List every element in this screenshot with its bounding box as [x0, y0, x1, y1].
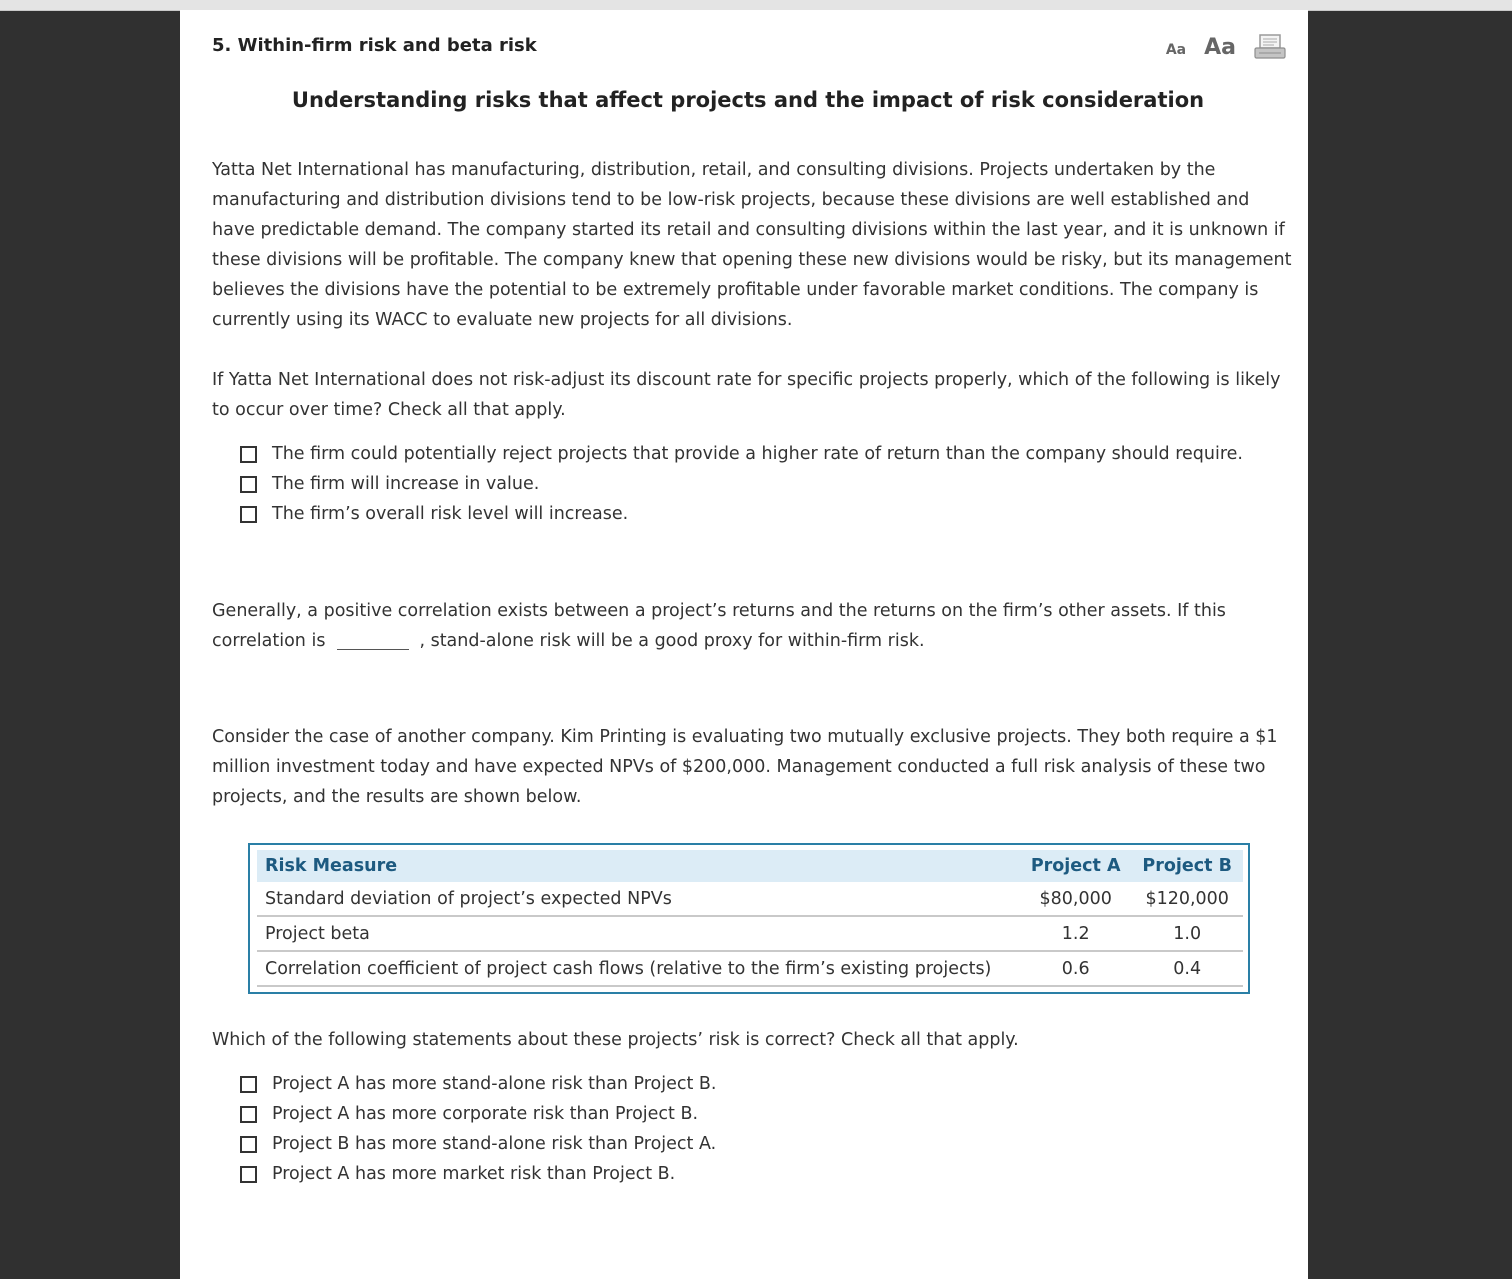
checkbox[interactable] — [240, 1166, 257, 1183]
q1-prompt: If Yatta Net International does not risk-adjust its discount rate for specific projects properly, which of the following is likely to occur over time? Check all that apply. — [212, 370, 1281, 420]
option-label: Project A has more stand-alone risk than Project B. — [272, 1074, 717, 1094]
risk-table-container — [248, 843, 1250, 994]
q2-sentence — [212, 596, 1292, 656]
project-b-cell: 0.4 — [1131, 951, 1243, 986]
q1-option[interactable] — [240, 469, 1243, 499]
option-label: Project A has more corporate risk than Project B. — [272, 1104, 699, 1124]
project-b-cell: $120,000 — [1131, 882, 1243, 916]
q3-options — [240, 1069, 717, 1189]
q1-options — [240, 439, 1243, 529]
option-label: The firm will increase in value. — [272, 474, 540, 494]
case-paragraph: Consider the case of another company. Kim Printing is evaluating two mutually exclusive projects. They both require a $1 million investment today and have expected NPVs of $200,000. Management conducted a full risk analysis of these two projects, and the results are shown below. — [212, 727, 1278, 807]
correlation-dropdown[interactable] — [337, 631, 409, 650]
option-label: The firm’s overall risk level will increase. — [272, 504, 629, 524]
header-risk-measure: Risk Measure — [257, 850, 1020, 882]
increase-font-button[interactable]: Aa — [1204, 34, 1236, 60]
q1-option[interactable] — [240, 439, 1243, 469]
question-title: 5. Within-firm risk and beta risk — [212, 35, 537, 56]
table-row — [257, 916, 1243, 951]
q2-text-before: Generally, a positive correlation exists between a project’s returns and the returns on the firm’s other assets. If this correlation is — [212, 601, 1226, 651]
header-project-a: Project A — [1020, 850, 1131, 882]
question-page — [180, 10, 1308, 1279]
option-label: Project A has more market risk than Project B. — [272, 1164, 676, 1184]
table-row — [257, 951, 1243, 986]
option-label: The firm could potentially reject projects that provide a higher rate of return than the company should require. — [272, 444, 1243, 464]
q3-option[interactable] — [240, 1129, 717, 1159]
printer-icon[interactable] — [1254, 34, 1286, 60]
q3-option[interactable] — [240, 1069, 717, 1099]
project-a-cell: 0.6 — [1020, 951, 1131, 986]
q3-prompt: Which of the following statements about these projects’ risk is correct? Check all that apply. — [212, 1030, 1019, 1050]
checkbox[interactable] — [240, 446, 257, 463]
checkbox[interactable] — [240, 476, 257, 493]
checkbox[interactable] — [240, 506, 257, 523]
section-heading: Understanding risks that affect projects and the impact of risk consideration — [291, 88, 1205, 112]
q3-option[interactable] — [240, 1159, 717, 1189]
decrease-font-button[interactable]: Aa — [1165, 42, 1187, 58]
project-a-cell: 1.2 — [1020, 916, 1131, 951]
risk-measure-cell: Standard deviation of project’s expected NPVs — [257, 882, 1020, 916]
option-label: Project B has more stand-alone risk than Project A. — [272, 1134, 717, 1154]
risk-measure-cell: Correlation coefficient of project cash flows (relative to the firm’s existing projects) — [257, 951, 1020, 986]
risk-table — [257, 850, 1243, 987]
q2-text-after: , stand-alone risk will be a good proxy for within-firm risk. — [419, 631, 925, 651]
checkbox[interactable] — [240, 1076, 257, 1093]
table-header-row — [257, 850, 1243, 882]
risk-measure-cell: Project beta — [257, 916, 1020, 951]
project-b-cell: 1.0 — [1131, 916, 1243, 951]
intro-paragraph: Yatta Net International has manufacturing, distribution, retail, and consulting divisions. Projects undertaken by the manufacturing and distribution divisions tend to be low-risk projects, because these divisions are well established and have predictable demand. The company started its retail and consulting divisions within the last year, and it is unknown if these divisions will be profitable. The company knew that opening these new divisions would be risky, but its management believes the divisions have the potential to be extremely profitable under favorable market conditions. The company is currently using its WACC to evaluate new projects for all divisions. — [212, 160, 1292, 330]
header-project-b: Project B — [1131, 850, 1243, 882]
table-row — [257, 882, 1243, 916]
checkbox[interactable] — [240, 1106, 257, 1123]
toolbar — [1166, 34, 1286, 60]
project-a-cell: $80,000 — [1020, 882, 1131, 916]
q1-option[interactable] — [240, 499, 1243, 529]
checkbox[interactable] — [240, 1136, 257, 1153]
q3-option[interactable] — [240, 1099, 717, 1129]
